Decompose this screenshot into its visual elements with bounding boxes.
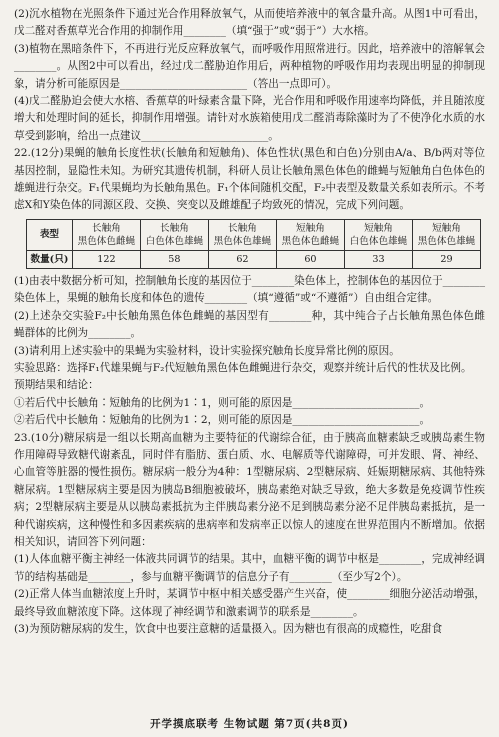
paragraph: (3)请利用上述实验中的果蝇为实验材料，设计实验探究触角长度异常比例的原因。 bbox=[14, 344, 400, 357]
paragraph: (3)植物在黑暗条件下，不再进行光反应释放氧气，而呼吸作用照常进行。因此，培养液中的溶解氧会________。从图2中可以看出，经过戊二醛胁迫作用后，两种植物的呼吸作用均表现出明显的抑制现象，请分析可能原因是________________________（答出一点即可）。 bbox=[14, 42, 485, 90]
paragraph: (3)为预防糖尿病的发生，饮食中也要注意糖的适量摄入。因为糖也有很高的成瘾性，吃甜食 bbox=[14, 623, 443, 635]
table-row bbox=[27, 250, 481, 268]
paragraph: (2)沉水植物在光照条件下通过光合作用释放氧气，从而使培养液中的氧含量升高。从图1中可看出，戊二醛对香蕉草光合作用的抑制作用________（填“强于”或“弱于”）大水榕。 bbox=[14, 8, 485, 38]
table-cell: 60 bbox=[276, 250, 344, 268]
table-header-cell: 长触角 黑色体色雄蝇 bbox=[208, 219, 276, 250]
question-lead: 22.(12分)果蝇的触角长度性状(长触角和短触角)、体色性状(黑色和白色)分别由A/a、B/b两对等位基因控制，显隐性未知。为研究其遗传机制，科研人员让长触角黑色体色的雌蝇与短触角白色体色的雄蝇进行杂交。F₁代果蝇均为长触角黑色。F₁个体间随机交配，F₂中表型及数量关系如表所示。不考虑X和Y染色体的同源区段、交换、突变以及雌雄配子均致死的情况，完成下列问题。 bbox=[14, 147, 485, 212]
paragraph: ②若后代中长触角∶短触角的比例为1∶2，则可能的原因是________________________。 bbox=[14, 414, 431, 427]
table-header-cell: 长触角 黑色体色雌蝇 bbox=[72, 219, 140, 250]
table-header-cell: 短触角 白色体色雄蝇 bbox=[344, 219, 412, 250]
table-header-cell: 长触角 白色体色雄蝇 bbox=[140, 219, 208, 250]
table-cell: 58 bbox=[140, 250, 208, 268]
paragraph: 实验思路：选择F₁代雄果蝇与F₂代短触角黑色体色雌蝇进行杂交，观察并统计后代的性状及比例。 bbox=[14, 361, 472, 374]
question-22 bbox=[14, 145, 485, 429]
page-footer: 开学摸底联考 生物试题 第7页(共8页) bbox=[150, 717, 349, 730]
paragraph: (4)戊二醛胁迫会使大水榕、香蕉草的叶绿素含量下降，光合作用和呼吸作用速率均降低，并且随浓度增大和处理时间的延长，抑制作用增强。请针对水族箱使用戊二醛消毒除藻时为了不使净化水质的水草受到影响，给出一点建议________________________。 bbox=[14, 95, 485, 142]
phenotype-table bbox=[26, 219, 481, 269]
table-cell: 122 bbox=[72, 250, 140, 268]
question-23 bbox=[14, 430, 485, 639]
table-row-label: 数量(只) bbox=[27, 250, 73, 268]
paragraph: ①若后代中长触角∶短触角的比例为1∶1，则可能的原因是________________________。 bbox=[14, 396, 431, 409]
table-cell: 29 bbox=[412, 250, 480, 268]
table-cell: 33 bbox=[344, 250, 412, 268]
prev-question-parts bbox=[14, 6, 485, 145]
paragraph: (1)人体血糖平衡主神经一体液共同调节的结果。其中，血糖平衡的调节中枢是________，完成神经调节的结构基础是________，参与血糖平衡调节的信息分子有________（至少写2个）。 bbox=[14, 553, 485, 583]
paragraph: (2)正常人体当血糖浓度上升时，某调节中枢中相关感受器产生兴奋，使________细胞分泌活动增强，最终导致血糖浓度下降。这体现了神经调节和激素调节的联系是________。 bbox=[14, 588, 485, 618]
table-header-row bbox=[27, 219, 481, 250]
paragraph: 预期结果和结论： bbox=[14, 379, 99, 392]
table-header-cell: 短触角 黑色体色雄蝇 bbox=[412, 219, 480, 250]
paragraph: (1)由表中数据分析可知，控制触角长度的基因位于________染色体上，控制体色的基因位于________染色体上，果蝇的触角长度和体色的遗传________（填“遵循”或“不遵循”）自由组合定律。 bbox=[14, 274, 485, 305]
paragraph: (2)上述杂交实验F₂中长触角黑色体色雌蝇的基因型有________种，其中纯合子占长触角黑色体色雌蝇群体的比例为________。 bbox=[14, 309, 485, 340]
table-header-cell: 短触角 黑色体色雌蝇 bbox=[276, 219, 344, 250]
table-header-cell: 表型 bbox=[27, 219, 73, 250]
table-cell: 62 bbox=[208, 250, 276, 268]
question-lead: 23.(10分)糖尿病是一组以长期高血糖为主要特征的代谢综合征，由于胰高血糖素缺乏或胰岛素生物作用障碍导致糖代谢紊乱，同时伴有脂肪、蛋白质、水、电解质等代谢障碍，可并发眼、肾、神经、心血管等脏器的慢性损伤。糖尿病一般分为4种：1型糖尿病、2型糖尿病、妊娠期糖尿病、其他特殊糖尿病。1型糖尿病主要是因为胰岛B细胞被破坏，胰岛素绝对缺乏导致，绝大多数是免疫调节性疾病；2型糖尿病主要是从以胰岛素抵抗为主伴胰岛素分泌不足到胰岛素分泌不足伴胰岛素抵抗，是一种代谢疾病，这种慢性和多因素疾病的患病率和发病率正以惊人的速度在世界范围内不断增加。依据相关知识，请回答下列问题： bbox=[14, 431, 485, 548]
